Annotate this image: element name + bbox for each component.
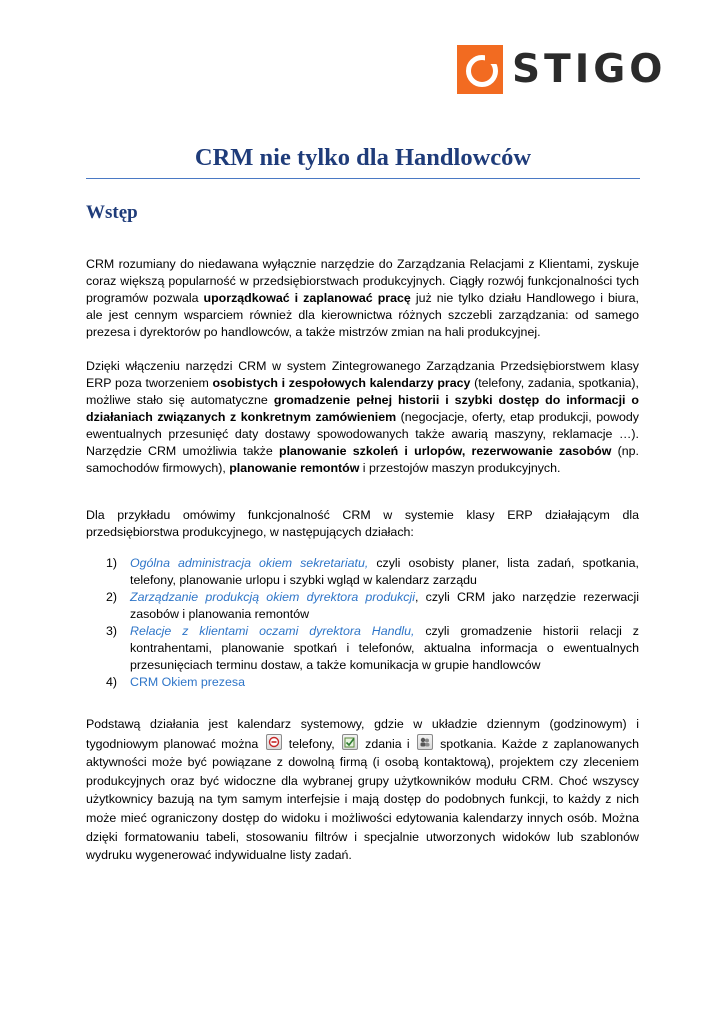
meeting-icon[interactable] <box>417 734 433 750</box>
title-divider <box>86 178 640 179</box>
section-heading: Wstęp <box>86 202 138 223</box>
list-item: 2) Zarządzanie produkcją okiem dyrektora produkcji, czyli CRM jako narzędzie rezerwacji zasobów i planowania remontów <box>106 590 639 621</box>
department-list <box>106 555 639 691</box>
list-link-produkcja[interactable]: Zarządzanie produkcją okiem dyrektora produkcji <box>130 590 416 604</box>
paragraph-erp: Dzięki włączeniu narzędzi CRM w system Zintegrowanego Zarządzania Przedsiębiorstwem klasy ERP poza tworzeniem osobistych i zespołowych kalendarzy pracy (telefony, zadania, spotkania), możliwe stało się automatyczne gromadzenie pełnej historii i szybki dostęp do informacji o działaniach związanych z konkretnym zamówieniem (negocjacje, oferty, etap produkcji, powody ewentualnych przesunięć daty dostawy spowodowanych także awarią maszyny, reklamacje …). Narzędzie CRM umożliwia także planowanie szkoleń i urlopów, rezerwowanie zasobów (np. samochodów firmowych), planowanie remontów i przestojów maszyn produkcyjnych. <box>86 359 639 475</box>
paragraph-intro: CRM rozumiany do niedawana wyłącznie narzędzie do Zarządzania Relacjami z Klientami, zyskuje coraz większą popularność w przedsiębiorstwach produkcyjnych. Ciągły rozwój funkcjonalności tych programów pozwala uporządkować i zaplanować pracę już nie tylko działu Handlowego i biura, ale jest cennym wsparciem również dla kierownictwa różnych szczebli zarządzania: od samego prezesa i dyrektorów po handlowców, a także mistrzów zmian na hali produkcyjnej. <box>86 257 639 339</box>
phone-icon[interactable] <box>266 734 282 750</box>
list-link-administracja[interactable]: Ogólna administracja okiem sekretariatu, <box>130 556 369 570</box>
list-item: 1) Ogólna administracja okiem sekretariatu, czyli osobisty planer, lista zadań, spotkania, telefony, planowanie urlopu i szybki wgląd w kalendarz zarządu <box>106 556 639 587</box>
paragraph-calendar: Podstawą działania jest kalendarz systemowy, gdzie w układzie dziennym (godzinowym) i tygodniowym planować można telefony, zdania i spotkania. Każde z zaplanowanych aktywności może być powiązane z dowolną firmą (i osobą kontaktową), projektem czy zleceniem produkcyjnych oraz być widoczne dla wybranej grupy użytkowników modułu CRM. Choć wszyscy użytkownicy bazują na tym samym interfejsie i mają dostęp do podobnych funkcji, to każdy z nich może mieć ograniczony dostęp do widoku i możliwości edytowania kalendarzy innych osób. Można dzięki formatowaniu tabeli, stosowaniu filtrów i specjalnie utworzonych widoków lub szablonów wydruku wygenerować indywidualne listy zadań. <box>86 717 640 863</box>
task-icon[interactable] <box>342 734 358 750</box>
list-item: 4) CRM Okiem prezesa <box>106 675 245 689</box>
list-link-prezes[interactable]: CRM Okiem prezesa <box>130 675 245 689</box>
page-title: CRM nie tylko dla Handlowców <box>194 144 532 171</box>
paragraph-example: Dla przykładu omówimy funkcjonalność CRM w systemie klasy ERP działającym dla przedsiębiorstwa produkcyjnego, w następujących działach: <box>86 508 639 539</box>
logo-text: STIGO <box>512 47 667 92</box>
list-link-relacje[interactable]: Relacje z klientami oczami dyrektora Handlu, <box>130 624 415 638</box>
stigo-logo <box>457 45 667 95</box>
logo-mark <box>457 45 503 94</box>
list-item: 3) Relacje z klientami oczami dyrektora Handlu, czyli gromadzenie historii relacji z kontrahentami, planowanie spotkań i telefonów, aktualna informacja o ewentualnych przesunięciach terminu dostaw, a także komunikacja w grupie handlowców <box>106 624 639 672</box>
